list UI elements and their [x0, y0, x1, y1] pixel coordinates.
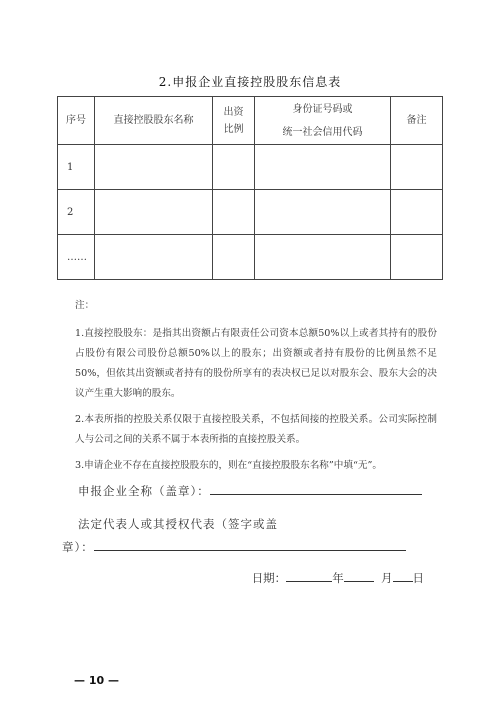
table-header-row — [58, 97, 443, 145]
cell-id-number[interactable] — [255, 145, 391, 190]
representative-label-row — [78, 516, 428, 532]
cell-shareholder-name[interactable] — [95, 145, 213, 190]
date-row — [252, 569, 424, 586]
form-title: 2.申报企业直接控股股东信息表 — [158, 75, 342, 89]
company-name-label: 申报企业全称（盖章）： — [78, 484, 210, 498]
cell-id-number[interactable] — [255, 235, 391, 280]
representative-signature-field-2[interactable] — [236, 538, 406, 551]
cell-id-number[interactable] — [255, 190, 391, 235]
header-ratio — [213, 97, 255, 145]
company-name-row — [78, 482, 428, 499]
cell-shareholder-name[interactable] — [95, 190, 213, 235]
row-seq: 1 — [58, 145, 95, 190]
year-field[interactable] — [286, 569, 332, 582]
cell-remark[interactable] — [391, 145, 443, 190]
company-name-field[interactable] — [210, 482, 422, 495]
cell-ratio[interactable] — [213, 235, 255, 280]
month-label: 月 — [381, 571, 393, 585]
header-remark: 备注 — [391, 97, 443, 145]
note-item-2: 2.本表所指的控股关系仅限于直接控股关系，不包括间接的控股关系。公司实际控制人与公司之间的关系不属于本表所指的直接控股关系。 — [75, 414, 437, 445]
day-field[interactable] — [393, 569, 413, 582]
year-label: 年 — [332, 571, 344, 585]
note-item-1: 1.直接控股股东：是指其出资额占有限责任公司资本总额50%以上或者其持有的股份占股份有限公司股份总额50%以上的股东；出资额或者持有股份的比例虽然不足50%，但依其出资额或者持有的股份所享有的表决权已足以对股东会、股东大会的决议产生重大影响的股东。 — [75, 328, 437, 399]
page-number: — 10 — — [74, 674, 119, 687]
representative-signature-field[interactable] — [94, 538, 236, 551]
table-row — [58, 235, 443, 280]
shareholder-info-table — [57, 96, 443, 280]
header-id-line2: 统一社会信用代码 — [282, 126, 363, 138]
row-seq: 2 — [58, 190, 95, 235]
representative-label-line2: 章）： — [62, 540, 94, 554]
day-label: 日 — [412, 571, 424, 585]
header-ratio-line2: 比例 — [223, 123, 244, 135]
row-seq: …… — [58, 235, 95, 280]
table-row — [58, 190, 443, 235]
header-shareholder-name: 直接控股股东名称 — [95, 97, 213, 145]
cell-shareholder-name[interactable] — [95, 235, 213, 280]
cell-remark[interactable] — [391, 235, 443, 280]
notes-heading: 注： — [75, 300, 95, 311]
month-field[interactable] — [344, 569, 374, 582]
header-id-line1: 身份证号码或 — [292, 103, 353, 115]
representative-label-line1: 法定代表人或其授权代表（签字或盖 — [78, 517, 278, 531]
header-seq: 序号 — [58, 97, 95, 145]
notes-section — [75, 296, 437, 482]
representative-field-row — [62, 538, 432, 555]
cell-ratio[interactable] — [213, 145, 255, 190]
note-item-3: 3.申请企业不存在直接控股股东的，则在“直接控股股东名称”中填“无”。 — [75, 460, 382, 471]
date-label: 日期： — [251, 571, 287, 585]
cell-ratio[interactable] — [213, 190, 255, 235]
header-ratio-line1: 出资 — [223, 106, 244, 118]
header-id-number — [255, 97, 391, 145]
cell-remark[interactable] — [391, 190, 443, 235]
table-row — [58, 145, 443, 190]
